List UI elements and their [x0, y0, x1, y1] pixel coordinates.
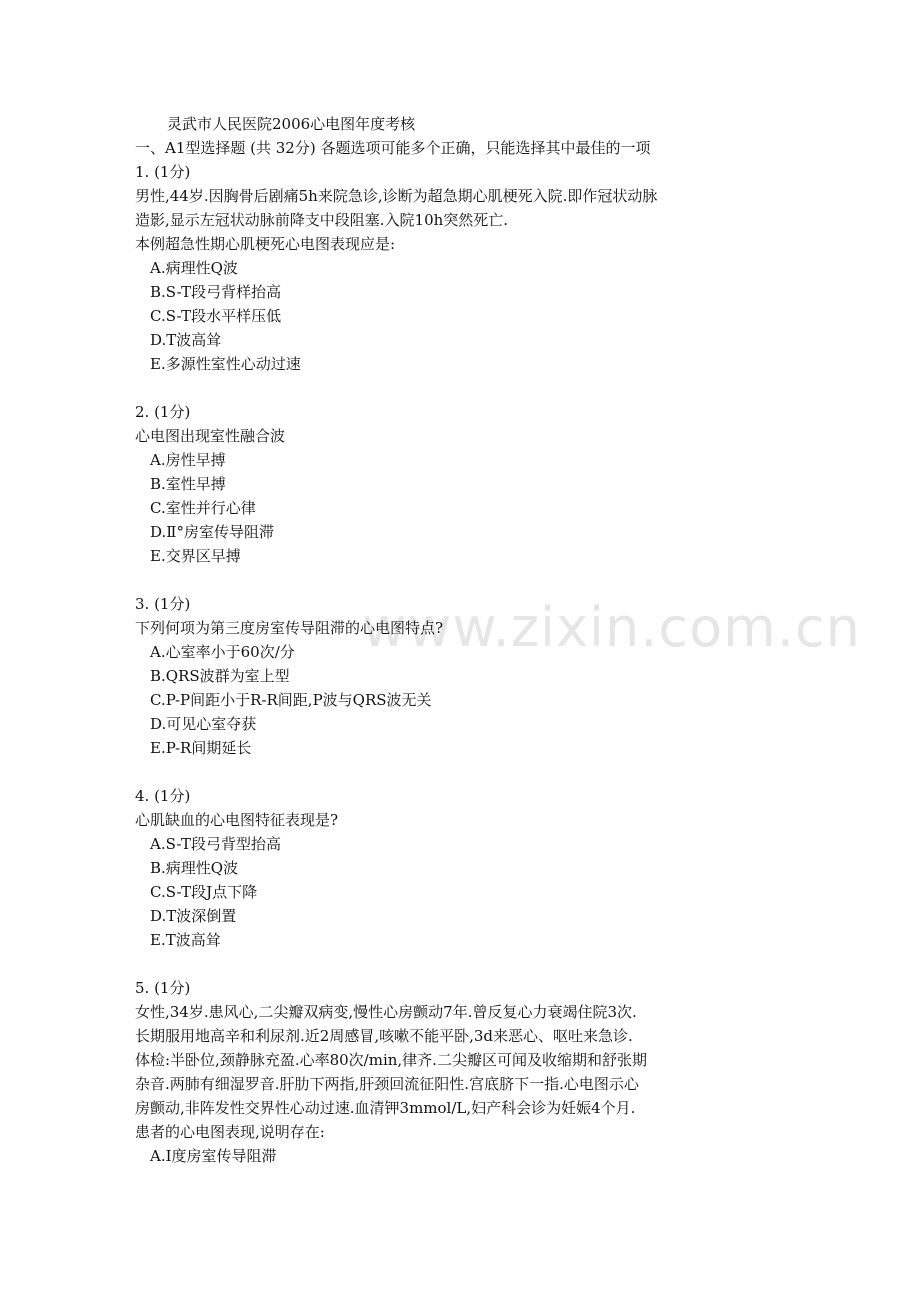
question-number: 5. (1分)	[135, 979, 191, 997]
answer-option: B.S-T段弓背样抬高	[150, 283, 282, 301]
question-stem: 心电图出现室性融合波	[135, 427, 286, 445]
question-case-text: 体检:半卧位,颈静脉充盈.心率80次/min,律齐.二尖瓣区可闻及收缩期和舒张期	[135, 1051, 647, 1069]
question-4	[135, 784, 755, 952]
answer-option: B.病理性Q波	[150, 859, 239, 877]
question-2	[135, 400, 755, 568]
question-number: 3. (1分)	[135, 595, 191, 613]
question-stem: 下列何项为第三度房室传导阻滞的心电图特点?	[135, 619, 444, 637]
answer-option: D.T波深倒置	[150, 907, 237, 925]
answer-option: A.心室率小于60次/分	[150, 643, 295, 661]
answer-option: E.交界区早搏	[150, 547, 241, 565]
document-page	[135, 112, 755, 1192]
answer-option: C.S-T段J点下降	[150, 883, 258, 901]
question-case-text: 杂音.两肺有细湿罗音.肝肋下两指,肝颈回流征阳性.宫底脐下一指.心电图示心	[135, 1075, 639, 1093]
watermark: www.zixin.com.cn	[362, 596, 861, 659]
question-case-text: 长期服用地高辛和利尿剂.近2周感冒,咳嗽不能平卧,3d来恶心、呕吐来急诊.	[135, 1027, 633, 1045]
question-number: 1. (1分)	[135, 163, 191, 181]
answer-option: B.室性早搏	[150, 475, 226, 493]
question-number: 2. (1分)	[135, 403, 191, 421]
answer-option: E.P-R间期延长	[150, 739, 252, 757]
answer-option: C.室性并行心律	[150, 499, 256, 517]
answer-option: A.病理性Q波	[150, 259, 238, 277]
answer-option: E.多源性室性心动过速	[150, 355, 301, 373]
question-stem: 本例超急性期心肌梗死心电图表现应是:	[135, 235, 396, 253]
section-heading: 一、A1型选择题 (共 32分) 各题选项可能多个正确，只能选择其中最佳的一项	[135, 139, 651, 157]
answer-option: B.QRS波群为室上型	[150, 667, 290, 685]
question-case-text: 房颤动,非阵发性交界性心动过速.血清钾3mmol/L,妇产科会诊为妊娠4个月.	[135, 1099, 636, 1117]
answer-option: A.Ⅰ度房室传导阻滞	[150, 1147, 277, 1165]
answer-option: D.Ⅱ°房室传导阻滞	[150, 523, 274, 541]
answer-option: E.T波高耸	[150, 931, 221, 949]
question-list	[135, 160, 755, 1168]
question-case-text: 男性,44岁.因胸骨后剧痛5h来院急诊,诊断为超急期心肌梗死入院.即作冠状动脉	[135, 187, 658, 205]
question-number: 4. (1分)	[135, 787, 191, 805]
question-case-text: 造影,显示左冠状动脉前降支中段阻塞.入院10h突然死亡.	[135, 211, 509, 229]
question-stem: 患者的心电图表现,说明存在:	[135, 1123, 325, 1141]
answer-option: A.房性早搏	[150, 451, 226, 469]
document-title: 灵武市人民医院2006心电图年度考核	[167, 115, 416, 133]
answer-option: D.T波高耸	[150, 331, 222, 349]
answer-option: C.P-P间距小于R-R间距,P波与QRS波无关	[150, 691, 432, 709]
question-3	[135, 592, 755, 760]
question-5	[135, 976, 755, 1168]
answer-option: C.S-T段水平样压低	[150, 307, 282, 325]
question-stem: 心肌缺血的心电图特征表现是?	[135, 811, 339, 829]
answer-option: A.S-T段弓背型抬高	[150, 835, 281, 853]
question-1	[135, 160, 755, 376]
answer-option: D.可见心室夺获	[150, 715, 257, 733]
question-case-text: 女性,34岁.患风心,二尖瓣双病变,慢性心房颤动7年.曾反复心力衰竭住院3次.	[135, 1003, 637, 1021]
